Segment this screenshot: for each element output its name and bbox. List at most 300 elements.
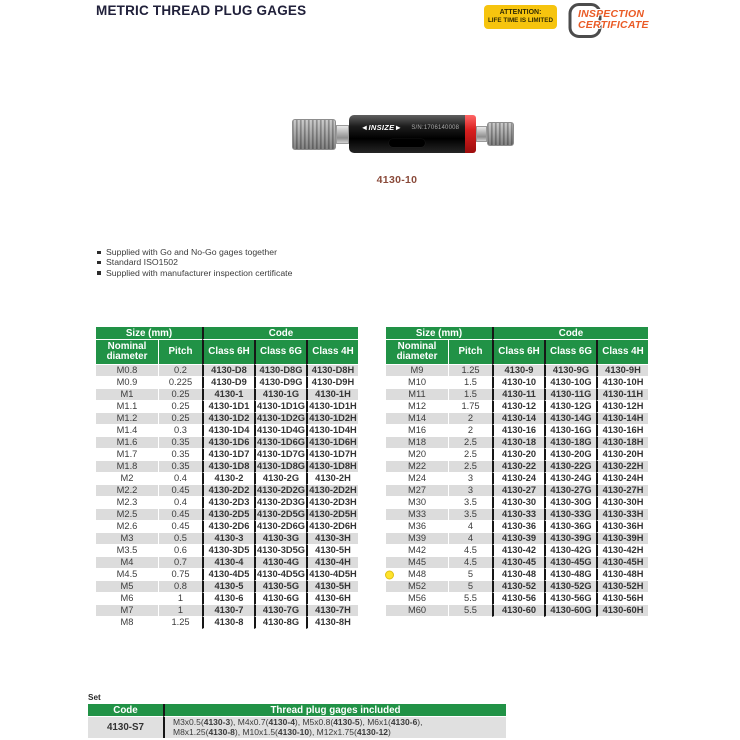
code-cell: 4130-2D3H	[306, 497, 358, 509]
code-cell: 4130-24H	[596, 473, 648, 485]
code-cell: 4130-1D8H	[306, 461, 358, 473]
nominal-diameter-cell: M30	[386, 497, 448, 509]
nominal-diameter-cell: M2.5	[96, 509, 158, 521]
pitch-cell: 0.45	[158, 521, 202, 533]
pitch-cell: 0.6	[158, 545, 202, 557]
code-cell: 4130-2D5H	[306, 509, 358, 521]
code-cell: 4130-56	[492, 593, 544, 605]
pitch-cell: 0.35	[158, 449, 202, 461]
nominal-diameter-cell: M45	[386, 557, 448, 569]
code-cell: 4130-52G	[544, 581, 596, 593]
code-cell: 4130-8	[202, 617, 254, 629]
code-cell: 4130-3	[202, 533, 254, 545]
code-cell: 4130-11H	[596, 389, 648, 401]
nominal-diameter-cell: M2.2	[96, 485, 158, 497]
code-cell: 4130-33G	[544, 509, 596, 521]
nominal-diameter-cell: M2.3	[96, 497, 158, 509]
code-cell: 4130-33H	[596, 509, 648, 521]
nominal-diameter-cell: M22	[386, 461, 448, 473]
pitch-cell: 3.5	[448, 497, 492, 509]
col-header-class-6h: Class 6H	[202, 340, 254, 365]
code-cell: 4130-1D1	[202, 401, 254, 413]
code-cell: 4130-20G	[544, 449, 596, 461]
code-cell: 4130-11G	[544, 389, 596, 401]
code-cell: 4130-1D4	[202, 425, 254, 437]
code-cell: 4130-60G	[544, 605, 596, 617]
nominal-diameter-cell: M1.6	[96, 437, 158, 449]
code-cell: 4130-39G	[544, 533, 596, 545]
set-included-cell: M3x0.5(4130-3), M4x0.7(4130-4), M5x0.8(4130-5), M6x1(4130-6), M8x1.25(4130-8), M10x1.5(4130-10), M12x1.75(4130-12)	[163, 717, 506, 738]
table-row	[386, 461, 648, 473]
nominal-diameter-cell: M24	[386, 473, 448, 485]
code-cell: 4130-10	[492, 377, 544, 389]
pitch-cell: 2	[448, 413, 492, 425]
pitch-cell: 3.5	[448, 509, 492, 521]
nominal-diameter-cell: M1.7	[96, 449, 158, 461]
code-cell: 4130-2D2	[202, 485, 254, 497]
set-table	[88, 704, 506, 738]
code-cell: 4130-10G	[544, 377, 596, 389]
pitch-cell: 4.5	[448, 545, 492, 557]
pitch-cell: 3	[448, 473, 492, 485]
table-row	[386, 473, 648, 485]
code-cell: 4130-6H	[306, 593, 358, 605]
table-row	[386, 521, 648, 533]
table-row	[386, 581, 648, 593]
code-cell: 4130-2G	[254, 473, 306, 485]
table-row	[96, 413, 358, 425]
code-cell: 4130-20	[492, 449, 544, 461]
code-cell: 4130-1D2	[202, 413, 254, 425]
code-cell: 4130-6G	[254, 593, 306, 605]
code-cell: 4130-1D7H	[306, 449, 358, 461]
pitch-cell: 0.4	[158, 473, 202, 485]
pitch-cell: 2	[448, 425, 492, 437]
highlight-dot	[385, 570, 394, 579]
code-cell: 4130-42	[492, 545, 544, 557]
code-cell: 4130-30G	[544, 497, 596, 509]
table-row	[386, 365, 648, 377]
code-cell: 4130-1G	[254, 389, 306, 401]
product-figure	[292, 112, 514, 186]
code-cell: 4130-45	[492, 557, 544, 569]
pitch-cell: 0.7	[158, 557, 202, 569]
table-row	[386, 401, 648, 413]
pitch-cell: 1.25	[158, 617, 202, 629]
code-cell: 4130-45G	[544, 557, 596, 569]
table-row	[386, 497, 648, 509]
product-code-caption: 4130-10	[376, 174, 418, 186]
col-header-class-4h: Class 4H	[306, 340, 358, 365]
code-cell: 4130-20H	[596, 449, 648, 461]
table-row	[386, 533, 648, 545]
code-cell: 4130-3D5G	[254, 545, 306, 557]
pitch-cell: 0.35	[158, 437, 202, 449]
set-header-code: Code	[88, 704, 163, 717]
code-cell: 4130-30	[492, 497, 544, 509]
code-cell: 4130-D9H	[306, 377, 358, 389]
code-cell: 4130-33	[492, 509, 544, 521]
code-cell: 4130-1D6H	[306, 437, 358, 449]
code-cell: 4130-48G	[544, 569, 596, 581]
code-cell: 4130-56G	[544, 593, 596, 605]
code-cell: 4130-48	[492, 569, 544, 581]
code-cell: 4130-9	[492, 365, 544, 377]
no-go-red-band	[465, 115, 476, 153]
serial-number: S/N:1706140008	[411, 125, 460, 131]
code-cell: 4130-1D2G	[254, 413, 306, 425]
code-cell: 4130-27	[492, 485, 544, 497]
col-header-class-6g: Class 6G	[254, 340, 306, 365]
code-cell: 4130-1D7	[202, 449, 254, 461]
code-cell: 4130-2H	[306, 473, 358, 485]
group-header-code: Code	[202, 327, 358, 340]
table-row	[96, 545, 358, 557]
attention-badge	[484, 5, 557, 29]
code-cell: 4130-5H	[306, 581, 358, 593]
table-row	[96, 377, 358, 389]
code-cell: 4130-22H	[596, 461, 648, 473]
nominal-diameter-cell: M33	[386, 509, 448, 521]
table-row	[96, 509, 358, 521]
page-title: METRIC THREAD PLUG GAGES	[96, 3, 307, 18]
code-cell: 4130-16	[492, 425, 544, 437]
code-cell: 4130-18G	[544, 437, 596, 449]
nominal-diameter-cell: M1.1	[96, 401, 158, 413]
nominal-diameter-cell: M5	[96, 581, 158, 593]
nominal-diameter-cell: M6	[96, 593, 158, 605]
features-list	[96, 247, 292, 278]
code-cell: 4130-D9	[202, 377, 254, 389]
code-cell: 4130-8H	[306, 617, 358, 629]
table-row	[96, 605, 358, 617]
code-cell: 4130-3D5	[202, 545, 254, 557]
pitch-cell: 2.5	[448, 461, 492, 473]
col-header-pitch: Pitch	[158, 340, 202, 365]
code-cell: 4130-52	[492, 581, 544, 593]
feature-item: Supplied with Go and No-Go gages together	[96, 247, 292, 257]
code-cell: 4130-4D5H	[306, 569, 358, 581]
col-header-pitch: Pitch	[448, 340, 492, 365]
pitch-cell: 2.5	[448, 449, 492, 461]
code-cell: 4130-2D5G	[254, 509, 306, 521]
pitch-cell: 1	[158, 593, 202, 605]
nominal-diameter-cell: M0.8	[96, 365, 158, 377]
pitch-cell: 0.45	[158, 485, 202, 497]
set-section	[88, 693, 506, 738]
code-cell: 4130-39	[492, 533, 544, 545]
code-cell: 4130-2D6G	[254, 521, 306, 533]
code-cell: 4130-2D3	[202, 497, 254, 509]
nominal-diameter-cell: M18	[386, 437, 448, 449]
code-cell: 4130-7G	[254, 605, 306, 617]
set-row	[88, 717, 506, 738]
table-row	[386, 437, 648, 449]
table-row	[96, 521, 358, 533]
nominal-diameter-cell: M27	[386, 485, 448, 497]
code-cell: 4130-1D6G	[254, 437, 306, 449]
nominal-diameter-cell: M16	[386, 425, 448, 437]
nominal-diameter-cell: M10	[386, 377, 448, 389]
code-cell: 4130-7H	[306, 605, 358, 617]
code-cell: 4130-22G	[544, 461, 596, 473]
table-row	[386, 425, 648, 437]
code-cell: 4130-30H	[596, 497, 648, 509]
pitch-cell: 0.75	[158, 569, 202, 581]
table-row	[386, 605, 648, 617]
nominal-diameter-cell: M1.2	[96, 413, 158, 425]
code-cell: 4130-1D8G	[254, 461, 306, 473]
code-cell: 4130-3H	[306, 533, 358, 545]
brand-logo: ◄INSIZE►	[360, 123, 403, 132]
code-cell: 4130-27G	[544, 485, 596, 497]
code-cell: 4130-36H	[596, 521, 648, 533]
pitch-cell: 0.225	[158, 377, 202, 389]
code-cell: 4130-2D5	[202, 509, 254, 521]
attention-line-2: LIFE TIME IS LIMITED	[487, 17, 554, 25]
table-row	[386, 485, 648, 497]
pitch-cell: 0.3	[158, 425, 202, 437]
nominal-diameter-cell: M4.5	[96, 569, 158, 581]
code-cell: 4130-1D8	[202, 461, 254, 473]
code-cell: 4130-42G	[544, 545, 596, 557]
code-cell: 4130-12H	[596, 401, 648, 413]
code-cell: 4130-4	[202, 557, 254, 569]
nominal-diameter-cell: M12	[386, 401, 448, 413]
nominal-diameter-cell: M7	[96, 605, 158, 617]
nominal-diameter-cell: M56	[386, 593, 448, 605]
certificate-line-2: CERTIFICATE	[578, 19, 649, 31]
code-cell: 4130-5	[202, 581, 254, 593]
col-header-nominal-diameter: Nominal diameter	[386, 340, 448, 365]
nominal-diameter-cell: M39	[386, 533, 448, 545]
code-cell: 4130-48H	[596, 569, 648, 581]
nominal-diameter-cell: M1.4	[96, 425, 158, 437]
nominal-diameter-cell: M60	[386, 605, 448, 617]
table-row	[386, 377, 648, 389]
code-cell: 4130-60	[492, 605, 544, 617]
code-cell: 4130-24G	[544, 473, 596, 485]
group-header-size: Size (mm)	[386, 327, 492, 340]
nominal-diameter-cell: M2	[96, 473, 158, 485]
left-neck	[336, 125, 349, 144]
size-code-table-left	[96, 327, 358, 629]
nominal-diameter-cell: M9	[386, 365, 448, 377]
nominal-diameter-cell: M14	[386, 413, 448, 425]
code-cell: 4130-2D2H	[306, 485, 358, 497]
product-photo	[292, 112, 514, 156]
code-cell: 4130-D8	[202, 365, 254, 377]
table-row	[386, 449, 648, 461]
table-row	[96, 617, 358, 629]
feature-item: Supplied with manufacturer inspection certificate	[96, 268, 292, 278]
table-row	[386, 413, 648, 425]
right-neck	[476, 126, 487, 142]
code-cell: 4130-2	[202, 473, 254, 485]
attention-line-1: ATTENTION:	[499, 8, 542, 16]
code-cell: 4130-5H	[306, 545, 358, 557]
nominal-diameter-cell: M1	[96, 389, 158, 401]
code-cell: 4130-1D1H	[306, 401, 358, 413]
pitch-cell: 4	[448, 533, 492, 545]
gage-handle	[349, 115, 465, 153]
code-cell: 4130-5G	[254, 581, 306, 593]
inspection-certificate-logo	[567, 2, 657, 40]
table-row	[96, 365, 358, 377]
pitch-cell: 1.75	[448, 401, 492, 413]
nominal-diameter-cell: M3	[96, 533, 158, 545]
code-cell: 4130-27H	[596, 485, 648, 497]
code-cell: 4130-36	[492, 521, 544, 533]
table-row	[96, 533, 358, 545]
code-cell: 4130-8G	[254, 617, 306, 629]
code-cell: 4130-42H	[596, 545, 648, 557]
pitch-cell: 1.5	[448, 377, 492, 389]
code-cell: 4130-18	[492, 437, 544, 449]
set-header-included: Thread plug gages included	[163, 704, 506, 717]
no-go-gage-thread	[487, 122, 514, 146]
size-code-table-right	[386, 327, 648, 617]
table-row	[96, 569, 358, 581]
nominal-diameter-cell: M4	[96, 557, 158, 569]
code-cell: 4130-1D4H	[306, 425, 358, 437]
code-cell: 4130-2D6	[202, 521, 254, 533]
pitch-cell: 0.45	[158, 509, 202, 521]
code-cell: 4130-1	[202, 389, 254, 401]
table-row	[96, 389, 358, 401]
pitch-cell: 5	[448, 569, 492, 581]
table-row	[96, 557, 358, 569]
code-cell: 4130-36G	[544, 521, 596, 533]
code-cell: 4130-22	[492, 461, 544, 473]
code-cell: 4130-4D5G	[254, 569, 306, 581]
table-row	[386, 557, 648, 569]
code-cell: 4130-1D1G	[254, 401, 306, 413]
table-row	[96, 401, 358, 413]
pitch-cell: 1	[158, 605, 202, 617]
code-cell: 4130-39H	[596, 533, 648, 545]
table-row	[96, 497, 358, 509]
code-cell: 4130-4G	[254, 557, 306, 569]
code-cell: 4130-2D3G	[254, 497, 306, 509]
code-cell: 4130-4H	[306, 557, 358, 569]
nominal-diameter-cell: M20	[386, 449, 448, 461]
nominal-diameter-cell: M36	[386, 521, 448, 533]
code-cell: 4130-1D7G	[254, 449, 306, 461]
code-cell: 4130-14H	[596, 413, 648, 425]
pitch-cell: 0.25	[158, 401, 202, 413]
code-cell: 4130-56H	[596, 593, 648, 605]
group-header-code: Code	[492, 327, 648, 340]
pitch-cell: 5.5	[448, 605, 492, 617]
col-header-class-6g: Class 6G	[544, 340, 596, 365]
table-row	[96, 485, 358, 497]
table-row	[386, 569, 648, 581]
pitch-cell: 0.8	[158, 581, 202, 593]
code-cell: 4130-16H	[596, 425, 648, 437]
code-cell: 4130-60H	[596, 605, 648, 617]
pitch-cell: 4.5	[448, 557, 492, 569]
table-row	[96, 425, 358, 437]
pitch-cell: 3	[448, 485, 492, 497]
set-label: Set	[88, 693, 101, 702]
table-row	[386, 545, 648, 557]
code-cell: 4130-12G	[544, 401, 596, 413]
code-cell: 4130-1H	[306, 389, 358, 401]
table-row	[96, 581, 358, 593]
engraving-oval	[389, 139, 425, 147]
pitch-cell: 4	[448, 521, 492, 533]
code-cell: 4130-24	[492, 473, 544, 485]
table-row	[96, 461, 358, 473]
code-cell: 4130-D8H	[306, 365, 358, 377]
code-cell: 4130-52H	[596, 581, 648, 593]
nominal-diameter-cell: M2.6	[96, 521, 158, 533]
code-cell: 4130-9H	[596, 365, 648, 377]
code-cell: 4130-D9G	[254, 377, 306, 389]
nominal-diameter-cell: M1.8	[96, 461, 158, 473]
pitch-cell: 5	[448, 581, 492, 593]
code-cell: 4130-14G	[544, 413, 596, 425]
table-row	[386, 509, 648, 521]
table-row	[96, 449, 358, 461]
nominal-diameter-cell: M8	[96, 617, 158, 629]
table-row	[96, 437, 358, 449]
table-row	[386, 389, 648, 401]
nominal-diameter-cell: M42	[386, 545, 448, 557]
pitch-cell: 5.5	[448, 593, 492, 605]
code-cell: 4130-2D2G	[254, 485, 306, 497]
table-row	[96, 473, 358, 485]
certificate-text	[578, 9, 649, 31]
group-header-size: Size (mm)	[96, 327, 202, 340]
code-cell: 4130-18H	[596, 437, 648, 449]
code-cell: 4130-1D6	[202, 437, 254, 449]
code-cell: 4130-10H	[596, 377, 648, 389]
col-header-class-4h: Class 4H	[596, 340, 648, 365]
pitch-cell: 0.5	[158, 533, 202, 545]
table-row	[96, 593, 358, 605]
code-cell: 4130-D8G	[254, 365, 306, 377]
code-cell: 4130-7	[202, 605, 254, 617]
col-header-nominal-diameter: Nominal diameter	[96, 340, 158, 365]
code-cell: 4130-2D6H	[306, 521, 358, 533]
code-cell: 4130-6	[202, 593, 254, 605]
code-cell: 4130-1D4G	[254, 425, 306, 437]
nominal-diameter-cell: M48	[386, 569, 448, 581]
certificate-line-1: INSPECTION	[578, 8, 645, 20]
pitch-cell: 1.5	[448, 389, 492, 401]
code-cell: 4130-11	[492, 389, 544, 401]
code-cell: 4130-9G	[544, 365, 596, 377]
nominal-diameter-cell: M11	[386, 389, 448, 401]
pitch-cell: 0.35	[158, 461, 202, 473]
code-cell: 4130-4D5	[202, 569, 254, 581]
pitch-cell: 2.5	[448, 437, 492, 449]
feature-item: Standard ISO1502	[96, 257, 292, 267]
pitch-cell: 0.25	[158, 389, 202, 401]
set-code-cell: 4130-S7	[88, 717, 163, 738]
code-cell: 4130-12	[492, 401, 544, 413]
go-gage-thread	[292, 119, 336, 150]
code-cell: 4130-1D2H	[306, 413, 358, 425]
code-cell: 4130-14	[492, 413, 544, 425]
pitch-cell: 0.4	[158, 497, 202, 509]
pitch-cell: 0.25	[158, 413, 202, 425]
nominal-diameter-cell: M0.9	[96, 377, 158, 389]
nominal-diameter-cell: M3.5	[96, 545, 158, 557]
pitch-cell: 0.2	[158, 365, 202, 377]
